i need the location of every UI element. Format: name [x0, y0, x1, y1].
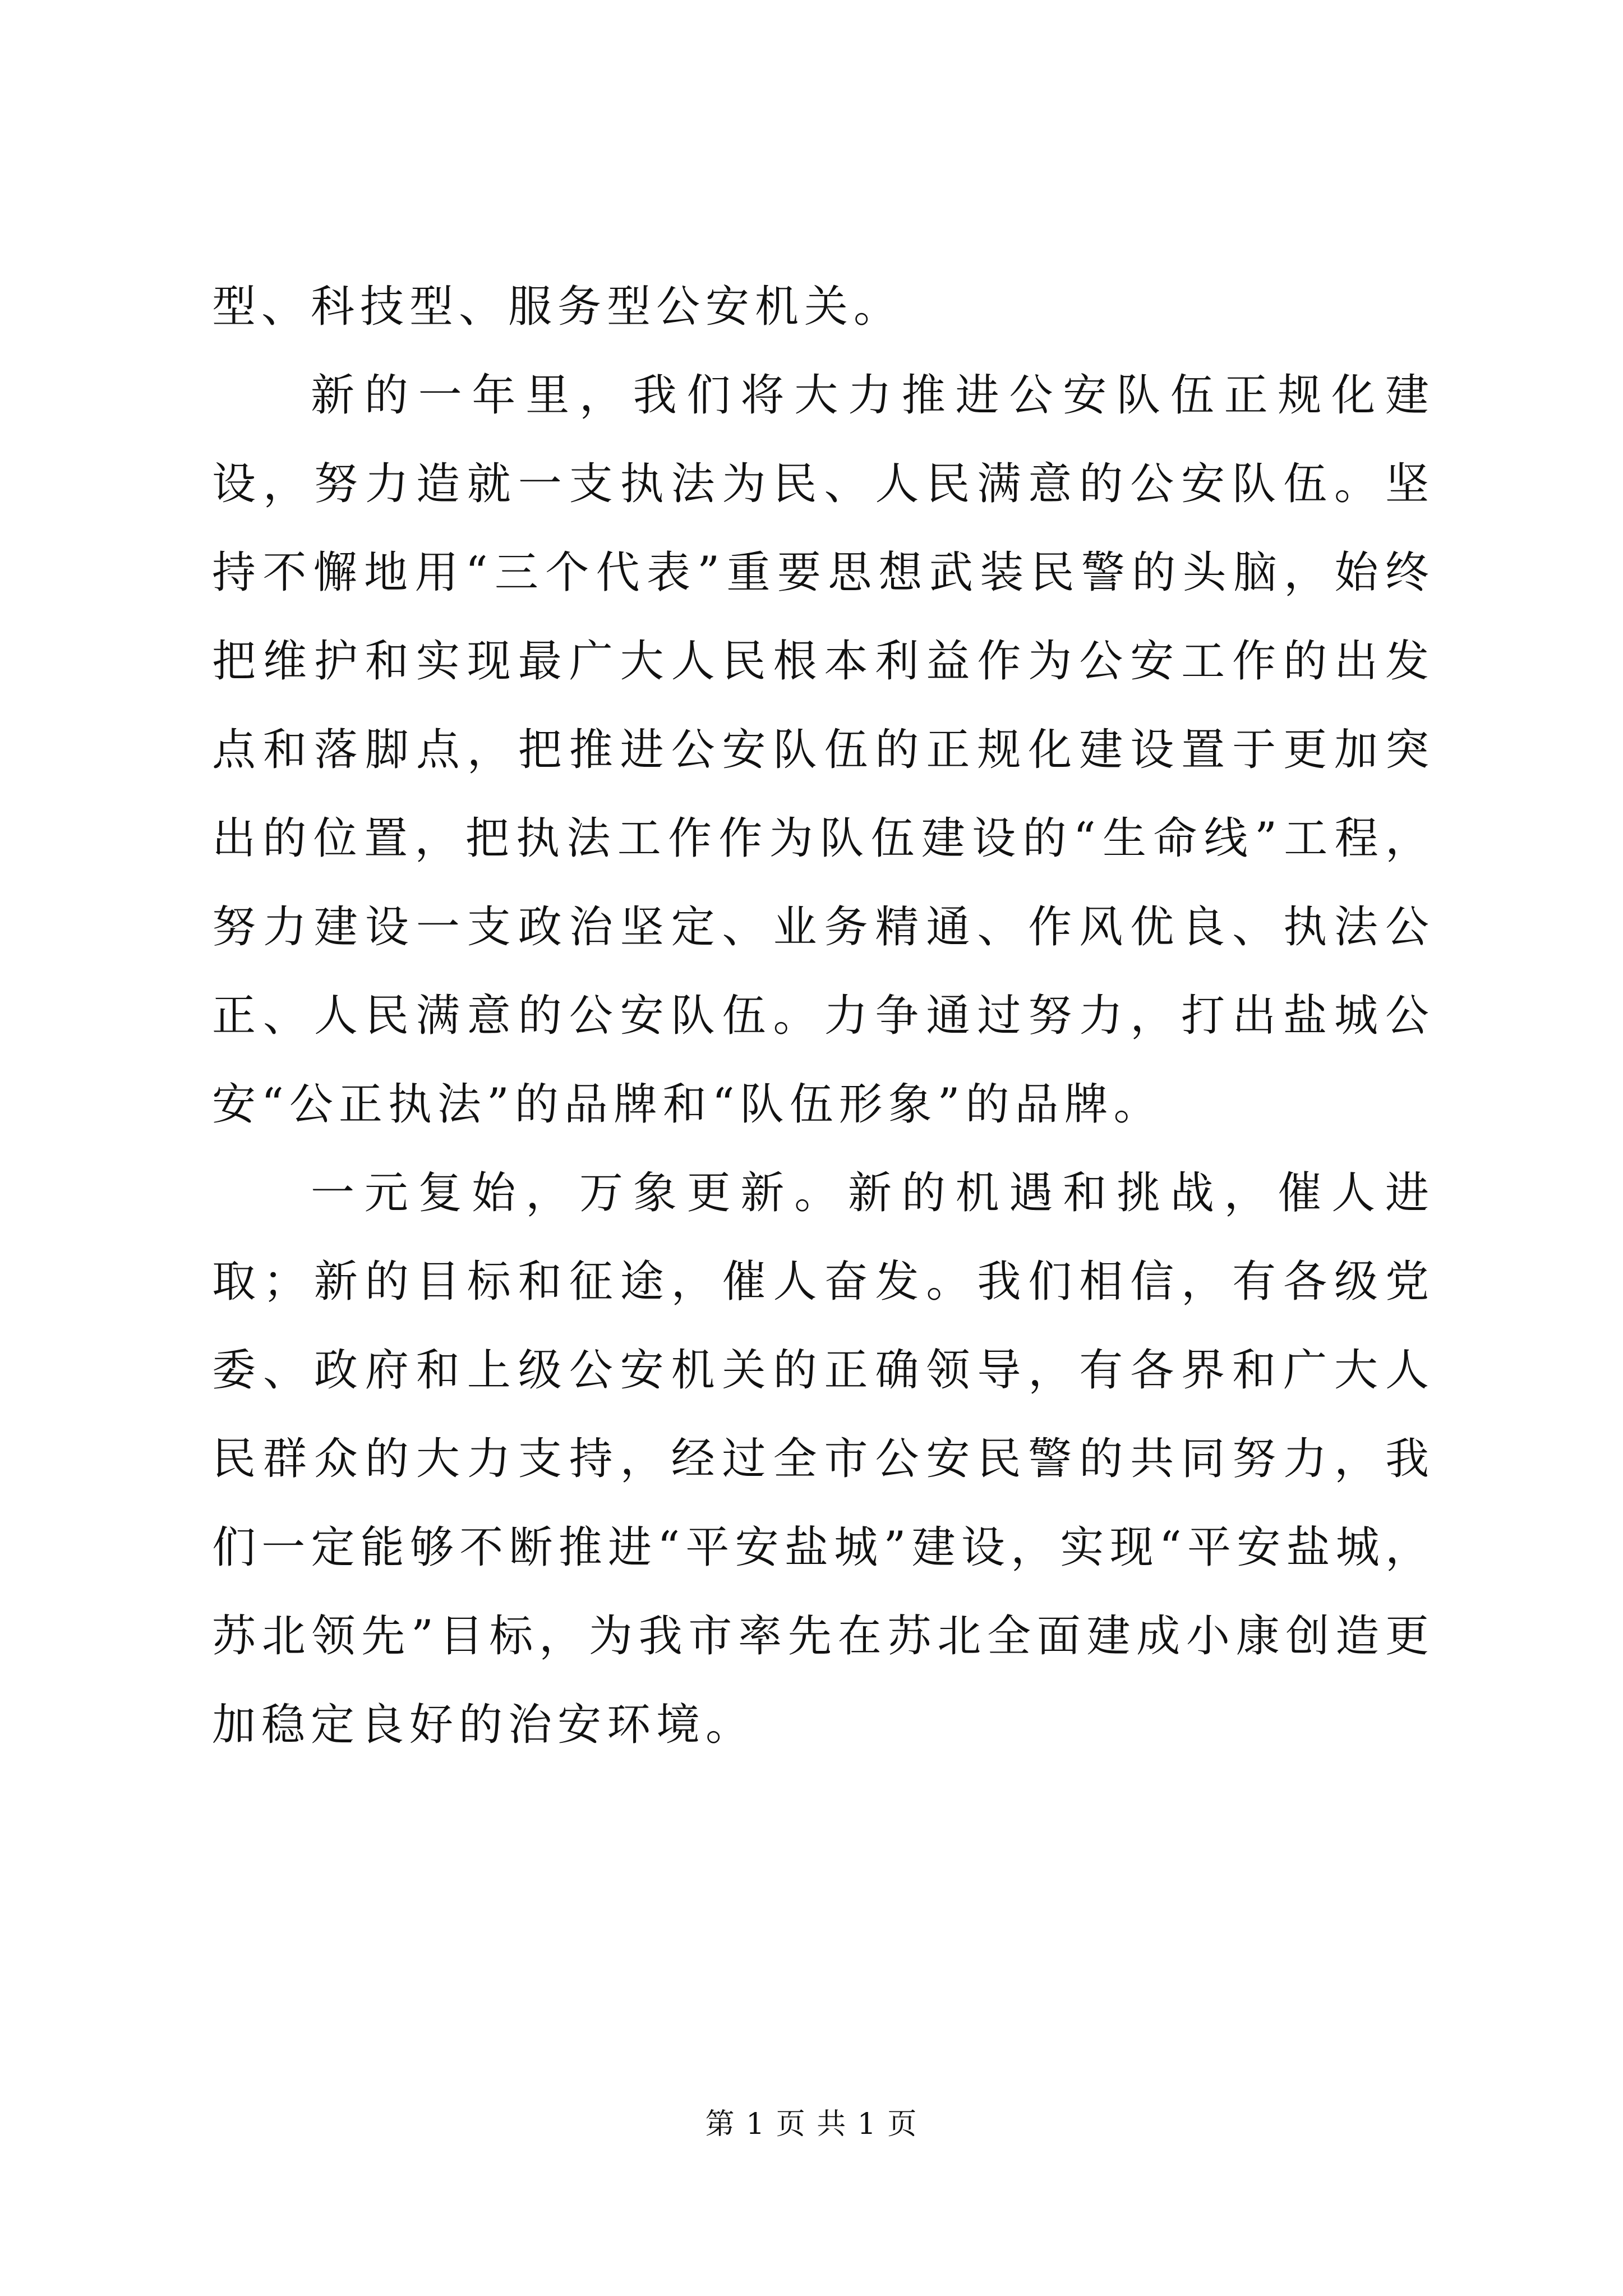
document-body — [212, 263, 1435, 1769]
paragraph-1: 型、科技型、服务型公安机关。 — [212, 282, 903, 332]
page-footer: 第 1 页 共 1 页 — [705, 2108, 918, 2141]
paragraph-3: 一元复始，万象更新。新的机遇和挑战，催人进取；新的目标和征途，催人奋发。我们相信，有各级党委、政府和上级公安机关的正确领导，有各界和广大人民群众的大力支持，经过全市公安民警的共同努力，我们一定能够不断推进“平安盐城”建设，实现“平安盐城，苏北领先”目标，为我市率先在苏北全面建成小康创造更加稳定良好的治安环境。 — [212, 1168, 1435, 1750]
paragraph-2: 新的一年里，我们将大力推进公安队伍正规化建设，努力造就一支执法为民、人民满意的公安队伍。坚持不懈地用“三个代表”重要思想武装民警的头脑，始终把维护和实现最广大人民根本利益作为公安工作的出发点和落脚点，把推进公安队伍的正规化建设置于更加突出的位置，把执法工作作为队伍建设的“生命线”工程，努力建设一支政治坚定、业务精通、作风优良、执法公正、人民满意的公安队伍。力争通过努力，打出盐城公安“公正执法”的品牌和“队伍形象”的品牌。 — [212, 370, 1435, 1130]
